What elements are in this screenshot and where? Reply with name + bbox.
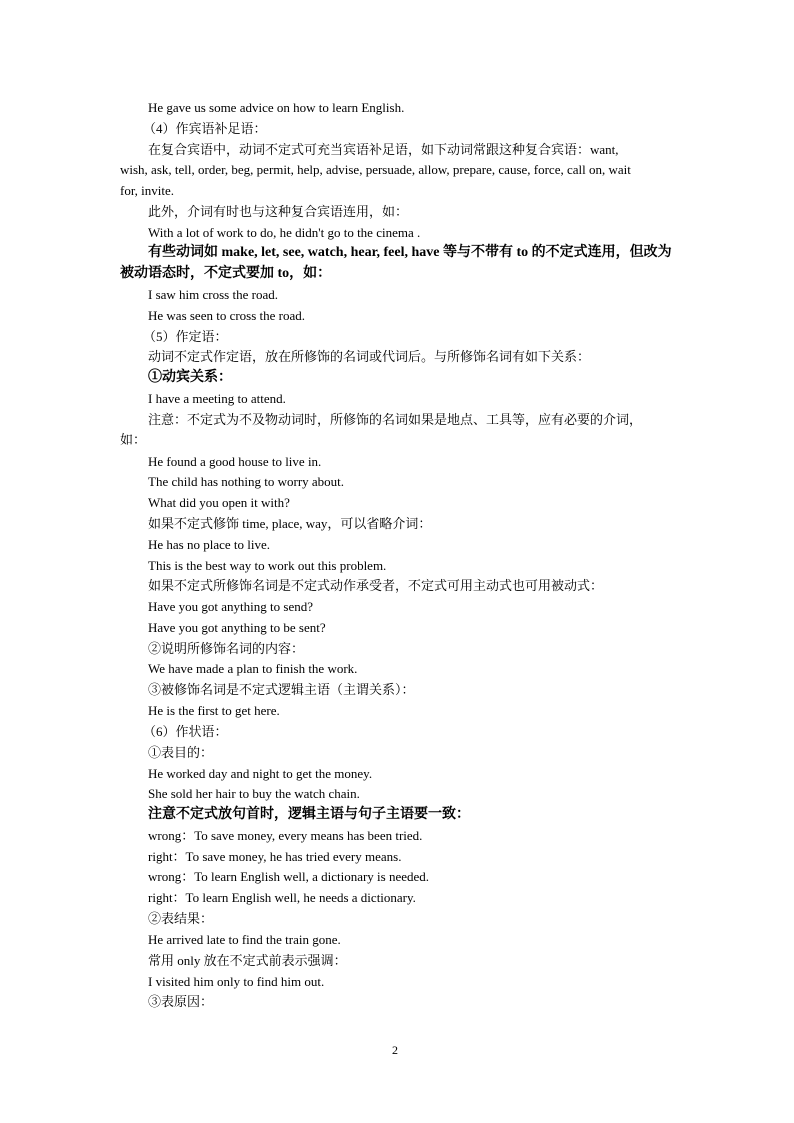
section-heading: （6）作状语：	[143, 724, 228, 739]
text-line: 如果不定式修饰 time, place, way，可以省略介词：	[148, 516, 432, 531]
example-sentence: right：To save money, he has tried every means.	[148, 849, 402, 864]
example-sentence: He has no place to live.	[148, 537, 271, 552]
text-line: 此外，介词有时也与这种复合宾语连用，如：	[148, 204, 409, 219]
example-sentence: Have you got anything to send?	[148, 599, 313, 614]
text-line: He gave us some advice on how to learn English.	[148, 100, 405, 115]
text-line: 注意：不定式为不及物动词时，所修饰的名词如果是地点、工具等，应有必要的介词，	[148, 412, 643, 427]
text-line: 在复合宾语中，动词不定式可充当宾语补足语，如下动词常跟这种复合宾语：want,	[148, 142, 619, 157]
text-line: 如果不定式所修饰名词是不定式动作承受者，不定式可用主动式也可用被动式：	[148, 578, 604, 593]
example-sentence: I saw him cross the road.	[148, 287, 278, 302]
page-number: 2	[392, 1043, 398, 1057]
example-sentence: She sold her hair to buy the watch chain.	[148, 786, 360, 801]
example-sentence: He is the first to get here.	[148, 703, 280, 718]
example-sentence: I have a meeting to attend.	[148, 391, 286, 406]
text-line: 动词不定式作定语，放在所修饰的名词或代词后。与所修饰名词有如下关系：	[148, 349, 591, 364]
sub-heading: ②说明所修饰名词的内容：	[148, 641, 305, 656]
example-sentence: He arrived late to find the train gone.	[148, 932, 341, 947]
sub-heading: ①表目的：	[148, 745, 214, 760]
section-heading: （4）作宾语补足语：	[143, 121, 267, 136]
emphasis-note: 注意不定式放句首时，逻辑主语与句子主语要一致：	[148, 807, 470, 822]
emphasis-note: 有些动词如 make, let, see, watch, hear, feel, have 等与不带有 to 的不定式连用，但改为	[148, 245, 672, 260]
example-sentence: right：To learn English well, he needs a dictionary.	[148, 890, 416, 905]
example-sentence: wrong：To save money, every means has been tried.	[148, 828, 423, 843]
example-sentence: Have you got anything to be sent?	[148, 620, 326, 635]
sub-heading: ①动宾关系：	[148, 370, 232, 385]
example-sentence: We have made a plan to finish the work.	[148, 661, 358, 676]
example-sentence: I visited him only to find him out.	[148, 974, 325, 989]
example-sentence: With a lot of work to do, he didn't go to the cinema .	[148, 225, 421, 240]
sub-heading: ③表原因：	[148, 994, 214, 1009]
example-sentence: He was seen to cross the road.	[148, 308, 306, 323]
section-heading: （5）作定语：	[143, 329, 228, 344]
example-sentence: wrong：To learn English well, a dictionary is needed.	[148, 869, 430, 884]
emphasis-note: 被动语态时，不定式要加 to，如：	[120, 266, 332, 281]
example-sentence: He found a good house to live in.	[148, 454, 322, 469]
example-sentence: The child has nothing to worry about.	[148, 474, 345, 489]
example-sentence: What did you open it with?	[148, 495, 290, 510]
example-sentence: He worked day and night to get the money.	[148, 766, 373, 781]
text-line: 常用 only 放在不定式前表示强调：	[148, 953, 347, 968]
text-line: for, invite.	[120, 183, 174, 198]
text-line: wish, ask, tell, order, beg, permit, help, advise, persuade, allow, prepare, cause, force, call on, wait	[120, 162, 631, 177]
example-sentence: This is the best way to work out this problem.	[148, 558, 387, 573]
sub-heading: ②表结果：	[148, 911, 214, 926]
sub-heading: ③被修饰名词是不定式逻辑主语（主谓关系）：	[148, 682, 415, 697]
text-line: 如：	[120, 432, 147, 447]
